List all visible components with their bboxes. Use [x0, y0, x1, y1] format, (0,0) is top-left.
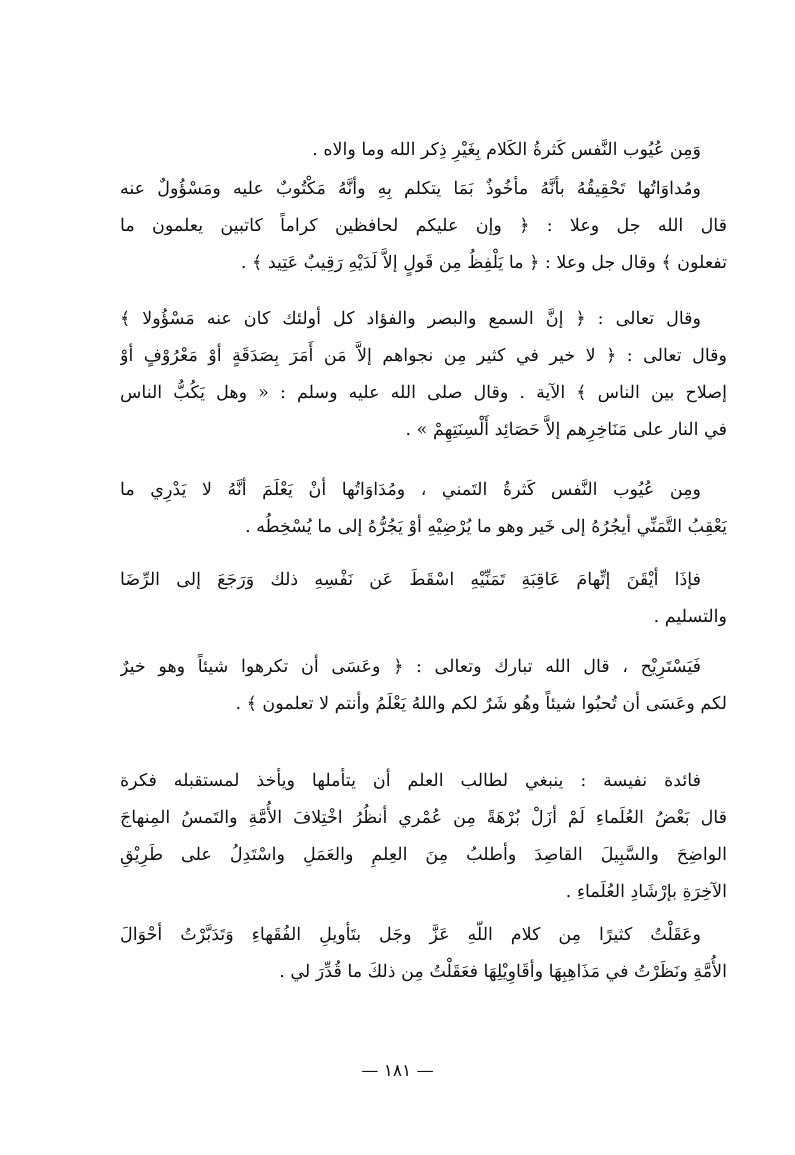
- text-line: فإذَا أيْقَنَ إتِّهامَ عَاقِبَةِ تَمَنِّيْهِ اسْقَطَ عَن نَفْسِهِ ذلك وَرَجَعَ إلى الرِّضَا: [120, 570, 701, 590]
- paragraph-7: [120, 763, 727, 911]
- paragraph-4: [120, 472, 727, 546]
- text-line: قال بَعْضُ العُلَماءِ لَمْ أزَلْ بُرْهَةً مِن عُمْري أنظُرُ اخْتِلافَ الأُمَّةِ والتَمسُ المِنهاجَ: [120, 808, 727, 828]
- paragraph-8: [120, 917, 727, 991]
- text-line: وقال تعالى : ﴿ إنَّ السمع والبصر والفؤاد كل أولئك كان عنه مَسْؤُولا ﴾: [120, 309, 701, 329]
- page-number: — ١٨١ —: [361, 1061, 434, 1081]
- paragraph-6: [120, 649, 727, 723]
- text-line: وَمِن عُيُوب النَّفس كَثرةُ الكَلام بِغَيْرِ ذِكر الله وما والاه .: [312, 140, 701, 160]
- text-line: والتسليم .: [653, 607, 727, 627]
- paragraph-1: [120, 132, 727, 169]
- text-line: تفعلون ﴾ وقال جل وعلا : ﴿ ما يَلْفِظُ مِن قَولٍ إلاَّ لَدَيْهِ رَقِيبٌ عَتِيد ﴾ .: [240, 253, 727, 273]
- text-line: فائدة نفيسة : ينبغي لطالب العلم أن يتأملها ويأخذ لمستقبله فكرة: [120, 771, 701, 791]
- text-line: الآخِرَةِ بإرْشَادِ العُلَماءِ .: [565, 882, 727, 902]
- paragraph-5: [120, 562, 727, 636]
- text-line: وعَقَلْتُ كثيرًا مِن كلام اللّهِ عَزَّ وجَل بتَأويلِ الفُقَهاءِ وَتَدَبَّرْتُ أحْوَالَ: [120, 925, 701, 945]
- text-line: ومِن عُيُوب النَّفس كَثرةُ التَمني ، ومُدَاوَاتُها أنْ يَعْلَمَ أنَّهُ لا يَدْرِي ما: [120, 480, 701, 500]
- text-line: قال الله جل وعلا : ﴿ وإن عليكم لحافظين كراماً كاتبين يعلمون ما: [120, 216, 727, 236]
- text-line: وقال تعالى : ﴿ لا خير في كثير مِن نجواهم إلاَّ مَن أَمَرَ بِصَدَقَةٍ أوْ مَعْرُوْفٍ أوْ: [120, 346, 727, 366]
- text-line: فَيَسْتَرِيْح ، قال الله تبارك وتعالى : ﴿ وعَسَى أن تكرهوا شيئاً وهو خيرٌ: [120, 657, 701, 677]
- text-line: في النار على مَنَاخِرِهم إلاَّ حَصَائِد أَلْسِنَتِهِمْ » .: [405, 420, 727, 440]
- text-line: الأُمَّةِ ونَظَرْتُ في مَذَاهِبِهَا وأقَاوِيْلِهَا فعَقَلْتُ مِن ذلكَ ما قُدِّرَ لي .: [279, 962, 727, 982]
- paragraph-2: [120, 171, 727, 282]
- text-line: لكم وعَسَى أن تُحبُوا شيئاً وهُو شَرٌ لكم واللهُ يَعْلَمُ وأنتم لا تعلمون ﴾ .: [235, 694, 727, 714]
- text-line: يَعْقِبُ التَّمَنِّي أيجُرُهُ إلى خَير وهو ما يُرْضِيْهِ أوْ يَجُرُّهُ إلى ما يُسْخِطُه .: [245, 517, 727, 537]
- text-line: إصلاح بين الناس ﴾ الآية . وقال صلى الله عليه وسلم : « وهل يَكُبُّ الناس: [120, 383, 727, 403]
- paragraph-3: [120, 301, 727, 449]
- text-line: ومُداوَاتُها تَحْقِيقُهُ بأنَّهُ مأخُوذٌ بَمَا يتكلم بِهِ وأنَّهُ مَكْتُوبٌ عليه ومَسْؤُولٌ عنه: [120, 179, 701, 199]
- text-line: الواضِحَ والسَّبِيلَ القاصِدَ وأطلبُ مِنَ العِلمِ والعَمَلِ واسْتَدِلُ على طَرِيْقِ: [120, 845, 727, 865]
